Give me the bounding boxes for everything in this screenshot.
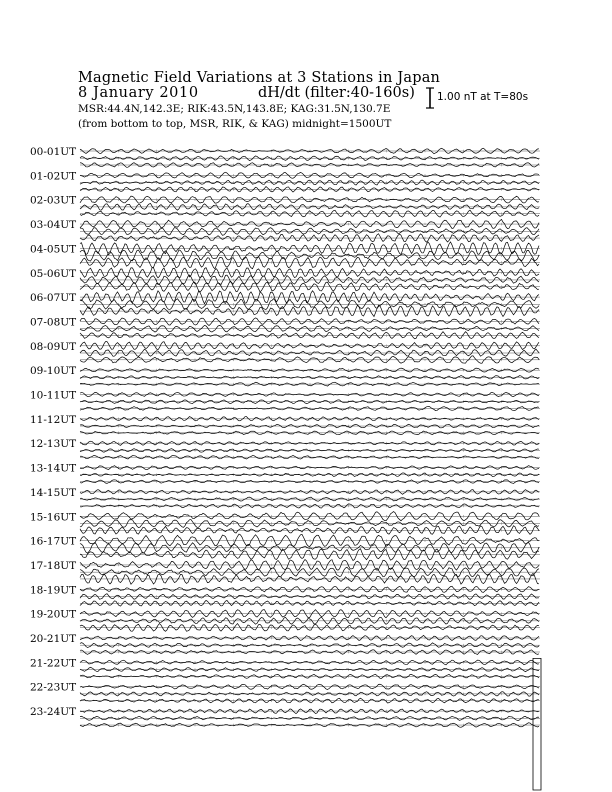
hour-label-02-03UT: 02-03UT <box>30 194 77 207</box>
hour-label-14-15UT: 14-15UT <box>30 486 77 499</box>
hour-label-06-07UT: 06-07UT <box>30 292 77 305</box>
hour-label-17-18UT: 17-18UT <box>30 559 77 572</box>
station-order-note: (from bottom to top, MSR, RIK, & KAG) midnight=1500UT <box>78 118 392 130</box>
hour-label-13-14UT: 13-14UT <box>30 462 77 475</box>
station-coordinates: MSR:44.4N,142.3E; RIK:43.5N,143.8E; KAG:31.5N,130.7E <box>78 103 391 115</box>
hour-label-04-05UT: 04-05UT <box>30 243 77 256</box>
hour-label-23-24UT: 23-24UT <box>30 706 77 719</box>
hour-label-08-09UT: 08-09UT <box>30 340 77 353</box>
hour-label-22-23UT: 22-23UT <box>30 681 77 694</box>
trace-08-09UT-MSR <box>80 356 539 364</box>
hour-label-21-22UT: 21-22UT <box>30 657 77 670</box>
hour-label-11-12UT: 11-12UT <box>30 413 77 426</box>
hour-label-00-01UT: 00-01UT <box>30 146 77 158</box>
hour-label-07-08UT: 07-08UT <box>30 316 77 329</box>
chart-title: Magnetic Field Variations at 3 Stations in Japan <box>78 70 441 86</box>
hour-label-20-21UT: 20-21UT <box>30 633 77 645</box>
hour-label-05-06UT: 05-06UT <box>30 267 77 280</box>
trace-11-12UT-KAG <box>80 417 539 421</box>
trace-08-09UT-RIK <box>80 349 539 356</box>
trace-excursion <box>533 658 541 790</box>
trace-07-08UT-KAG <box>80 318 539 326</box>
hour-label-19-20UT: 19-20UT <box>30 608 77 621</box>
trace-06-07UT-MSR <box>80 305 539 316</box>
filter-label: dH/dt (filter:40-160s) <box>258 85 415 101</box>
hour-label-09-10UT: 09-10UT <box>30 365 77 378</box>
trace-06-07UT-RIK <box>80 299 539 310</box>
hour-label-12-13UT: 12-13UT <box>30 438 77 451</box>
chart-date: 8 January 2010 <box>78 85 199 101</box>
hour-label-15-16UT: 15-16UT <box>30 511 77 524</box>
hour-label-01-02UT: 01-02UT <box>30 170 77 183</box>
scale-bar-label: 1.00 nT at T=80s <box>437 91 529 103</box>
hour-label-16-17UT: 16-17UT <box>30 535 77 548</box>
hour-label-03-04UT: 03-04UT <box>30 219 77 232</box>
hour-label-10-11UT: 10-11UT <box>30 389 77 402</box>
hour-label-18-19UT: 18-19UT <box>30 584 77 597</box>
